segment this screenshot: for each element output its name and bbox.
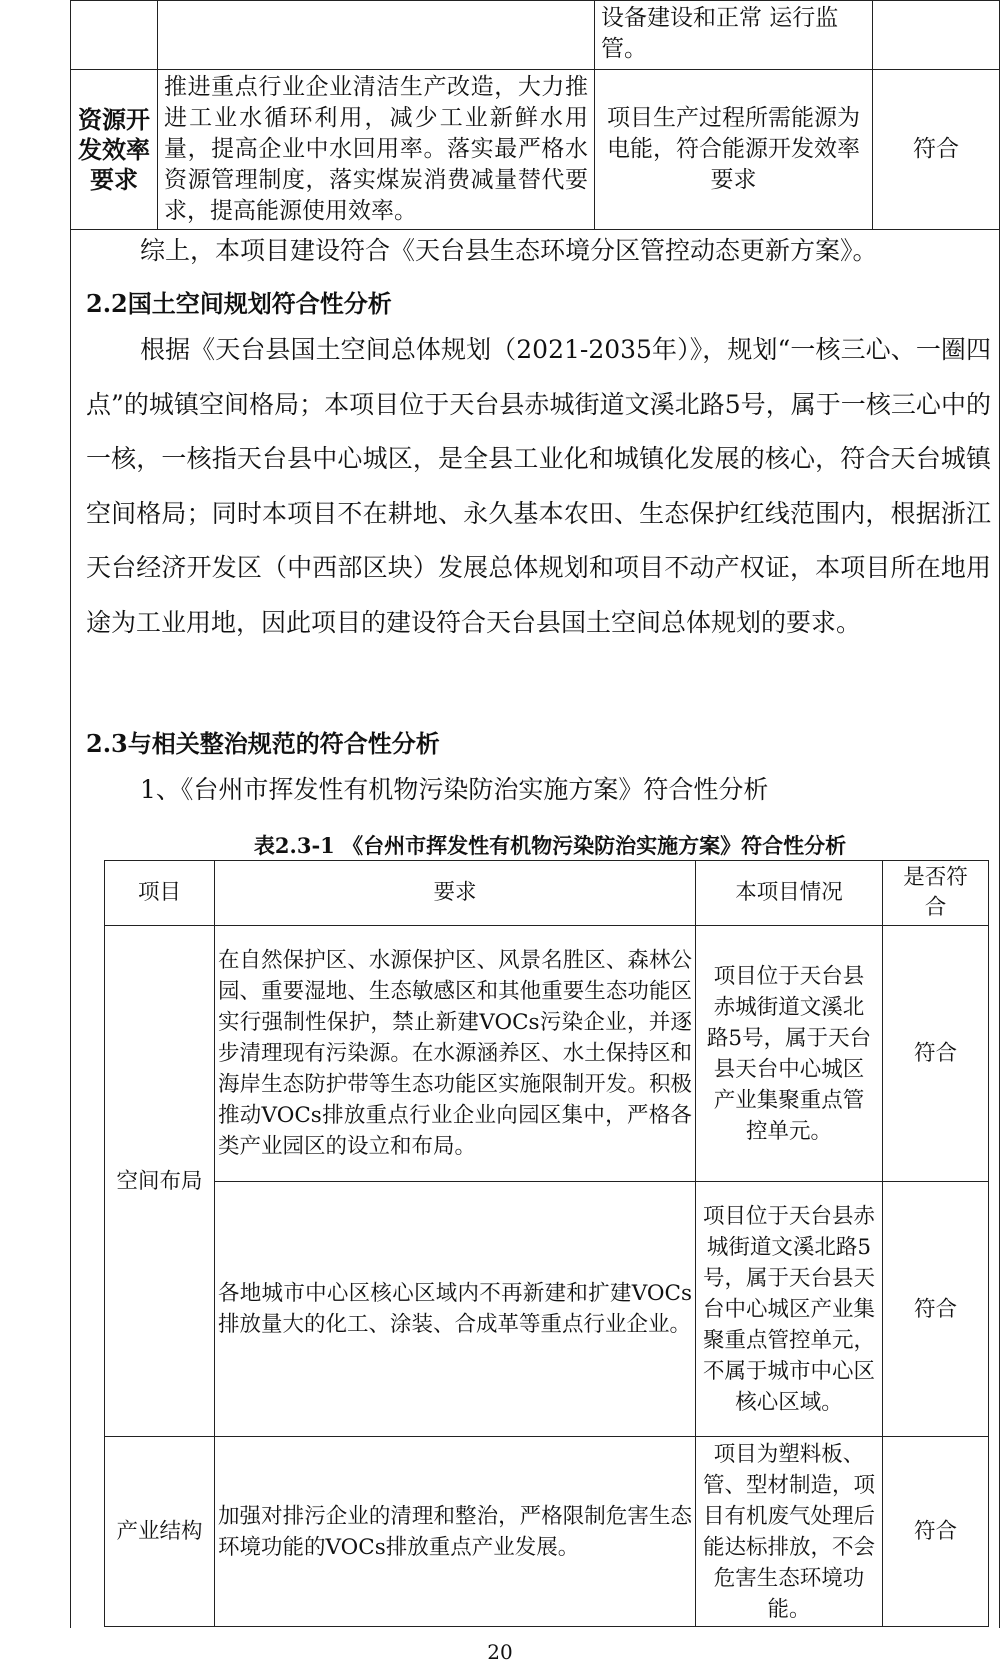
table-cell-category: 空间布局 [105, 926, 215, 1437]
table-cell-conform: 符合 [883, 1437, 989, 1627]
table-row [105, 926, 989, 1182]
summary-paragraph: 综上，本项目建设符合《天台县生态环境分区管控动态更新方案》。 [140, 236, 878, 265]
table-row [71, 1, 1000, 70]
page-number: 20 [487, 1640, 513, 1664]
table-cell-category: 产业结构 [105, 1437, 215, 1627]
table-row [105, 1437, 989, 1627]
header-cell-item: 项目 [105, 861, 215, 926]
table-cell-situation: 项目位于天台县赤城街道文溪北路5号，属于天台县天台中心城区产业集聚重点管控单元。 [696, 926, 883, 1182]
table-row [71, 70, 1000, 230]
table-cell-category: 资源开发效率要求 [71, 70, 158, 230]
table-cell-situation: 设备建设和正常 运行监管。 [595, 1, 873, 70]
section-heading-2-3: 2.3与相关整治规范的符合性分析 [86, 729, 440, 758]
continuation-table [70, 0, 1000, 230]
list-item-1: 1、《台州市挥发性有机物污染防治实施方案》符合性分析 [140, 775, 769, 804]
table-cell-conform: 符合 [873, 70, 1000, 230]
table-caption: 表2.3-1 《台州市挥发性有机物污染防治实施方案》符合性分析 [253, 833, 847, 858]
section-heading-2-2: 2.2国土空间规划符合性分析 [86, 289, 392, 318]
table-cell-situation: 项目为塑料板、管、型材制造，项目有机废气处理后能达标排放，不会危害生态环境功能。 [696, 1437, 883, 1627]
table-cell-requirement: 加强对排污企业的清理和整治，严格限制危害生态环境功能的VOCs排放重点产业发展。 [215, 1437, 696, 1627]
table-cell-conform [873, 1, 1000, 70]
header-cell-conform: 是否符合 [883, 861, 989, 926]
table-cell-category [71, 1, 158, 70]
table-row [105, 1182, 989, 1437]
table-cell-requirement: 各地城市中心区核心区域内不再新建和扩建VOCs排放量大的化工、涂装、合成革等重点行业企业。 [215, 1182, 696, 1437]
table-cell-requirement: 推进重点行业企业清洁生产改造，大力推进工业水循环利用，减少工业新鲜水用量，提高企业中水回用率。落实最严格水资源管理制度，落实煤炭消费减量替代要求，提高能源使用效率。 [158, 70, 595, 230]
table-cell-requirement [158, 1, 595, 70]
table-cell-conform: 符合 [883, 926, 989, 1182]
header-cell-requirement: 要求 [215, 861, 696, 926]
header-cell-situation: 本项目情况 [696, 861, 883, 926]
table-cell-requirement: 在自然保护区、水源保护区、风景名胜区、森林公园、重要湿地、生态敏感区和其他重要生态功能区实行强制性保护，禁止新建VOCs污染企业，并逐步清理现有污染源。在水源涵养区、水土保持区和海岸生态防护带等生态功能区实施限制开发。积极推动VOCs排放重点行业企业向园区集中，严格各类产业园区的设立和布局。 [215, 926, 696, 1182]
table-cell-conform: 符合 [883, 1182, 989, 1437]
table-cell-situation: 项目生产过程所需能源为电能，符合能源开发效率要求 [595, 70, 873, 230]
section-2-2-paragraph: 根据《天台县国土空间总体规划（2021-2035年）》，规划“一核三心、一圈四点”的城镇空间格局；本项目位于天台县赤城街道文溪北路5号，属于一核三心中的一核，一核指天台县中心城区，是全县工业化和城镇化发展的核心，符合天台城镇空间格局；同时本项目不在耕地、永久基本农田、生态保护红线范围内，根据浙江天台经济开发区（中西部区块）发展总体规划和项目不动产权证，本项目所在地用途为工业用地，因此项目的建设符合天台县国土空间总体规划的要求。 [86, 335, 991, 637]
table-cell-situation: 项目位于天台县赤城街道文溪北路5号，属于天台县天台中心城区产业集聚重点管控单元，不属于城市中心区核心区域。 [696, 1182, 883, 1437]
page-border-left [70, 0, 71, 1628]
table-header-row [105, 861, 989, 926]
compliance-table [104, 860, 989, 1627]
